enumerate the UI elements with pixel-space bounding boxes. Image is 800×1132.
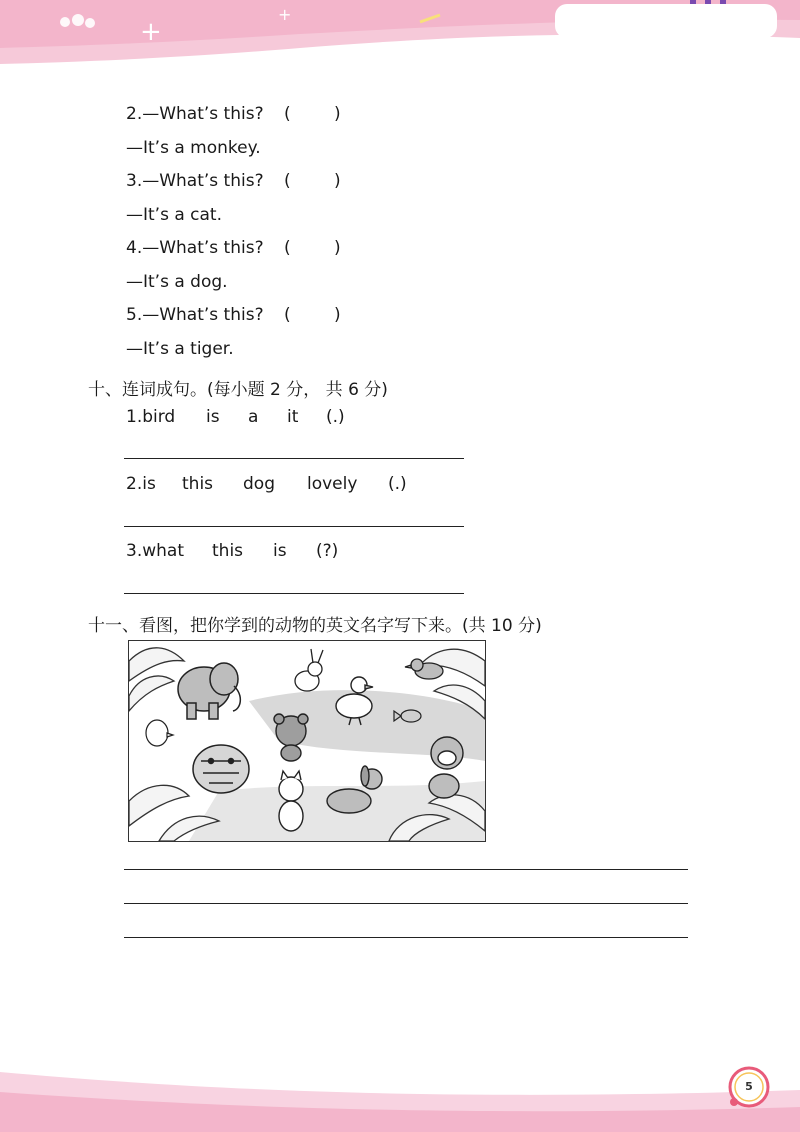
monkey [429, 737, 463, 798]
bear [274, 714, 308, 761]
word: this [212, 541, 244, 561]
answer-paren-open: ( [284, 104, 291, 124]
word: this [182, 474, 214, 494]
svg-text:+: + [140, 17, 162, 47]
answer-paren-open: ( [284, 305, 291, 325]
palm-leaves-top-left [129, 648, 184, 711]
animal-scene-illustration [129, 641, 485, 841]
word: 2.is [126, 474, 156, 494]
chick [146, 720, 173, 746]
word: 3.what [126, 541, 184, 561]
section-11-title: 十一、看图，把你学到的动物的英文名字写下来。(共 10 分) [88, 616, 542, 636]
sentence-item-2 [126, 474, 466, 496]
answer-2: —It’s a monkey. [126, 138, 261, 158]
svg-text:+: + [278, 5, 292, 24]
sentence-item-3 [126, 541, 466, 563]
word: a [248, 407, 259, 427]
writing-line-2[interactable] [124, 903, 688, 904]
rabbit [295, 649, 323, 691]
answer-line-1[interactable] [124, 458, 464, 459]
word: is [206, 407, 220, 427]
tiger [193, 745, 249, 793]
answer-4: —It’s a dog. [126, 272, 228, 292]
word: (.) [326, 407, 345, 427]
top-decorative-band [0, 0, 800, 70]
answer-3: —It’s a cat. [126, 205, 222, 225]
question-text: 5.—What’s this? [126, 305, 264, 325]
answer-paren-close: ) [334, 171, 341, 191]
word: it [287, 407, 299, 427]
bottom-decorative-band [0, 1062, 800, 1132]
page-number: 5 [745, 1080, 753, 1093]
answer-paren-close: ) [334, 104, 341, 124]
answer-paren-close: ) [334, 238, 341, 258]
animal-picture [128, 640, 486, 842]
word: (?) [316, 541, 339, 561]
writing-line-3[interactable] [124, 937, 688, 938]
writing-line-1[interactable] [124, 869, 688, 870]
word: dog [243, 474, 275, 494]
word: lovely [307, 474, 358, 494]
word: (.) [388, 474, 407, 494]
question-text: 4.—What’s this? [126, 238, 264, 258]
elephant [178, 663, 240, 719]
answer-paren-close: ) [334, 305, 341, 325]
answer-5: —It’s a tiger. [126, 339, 234, 359]
section-10-title: 十、连词成句。(每小题 2 分， 共 6 分) [88, 380, 388, 400]
sentence-item-1 [126, 407, 466, 429]
answer-paren-open: ( [284, 238, 291, 258]
question-text: 2.—What’s this? [126, 104, 264, 124]
answer-paren-open: ( [284, 171, 291, 191]
answer-line-3[interactable] [124, 593, 464, 594]
word: 1.bird [126, 407, 176, 427]
word: is [273, 541, 287, 561]
answer-line-2[interactable] [124, 526, 464, 527]
question-text: 3.—What’s this? [126, 171, 264, 191]
